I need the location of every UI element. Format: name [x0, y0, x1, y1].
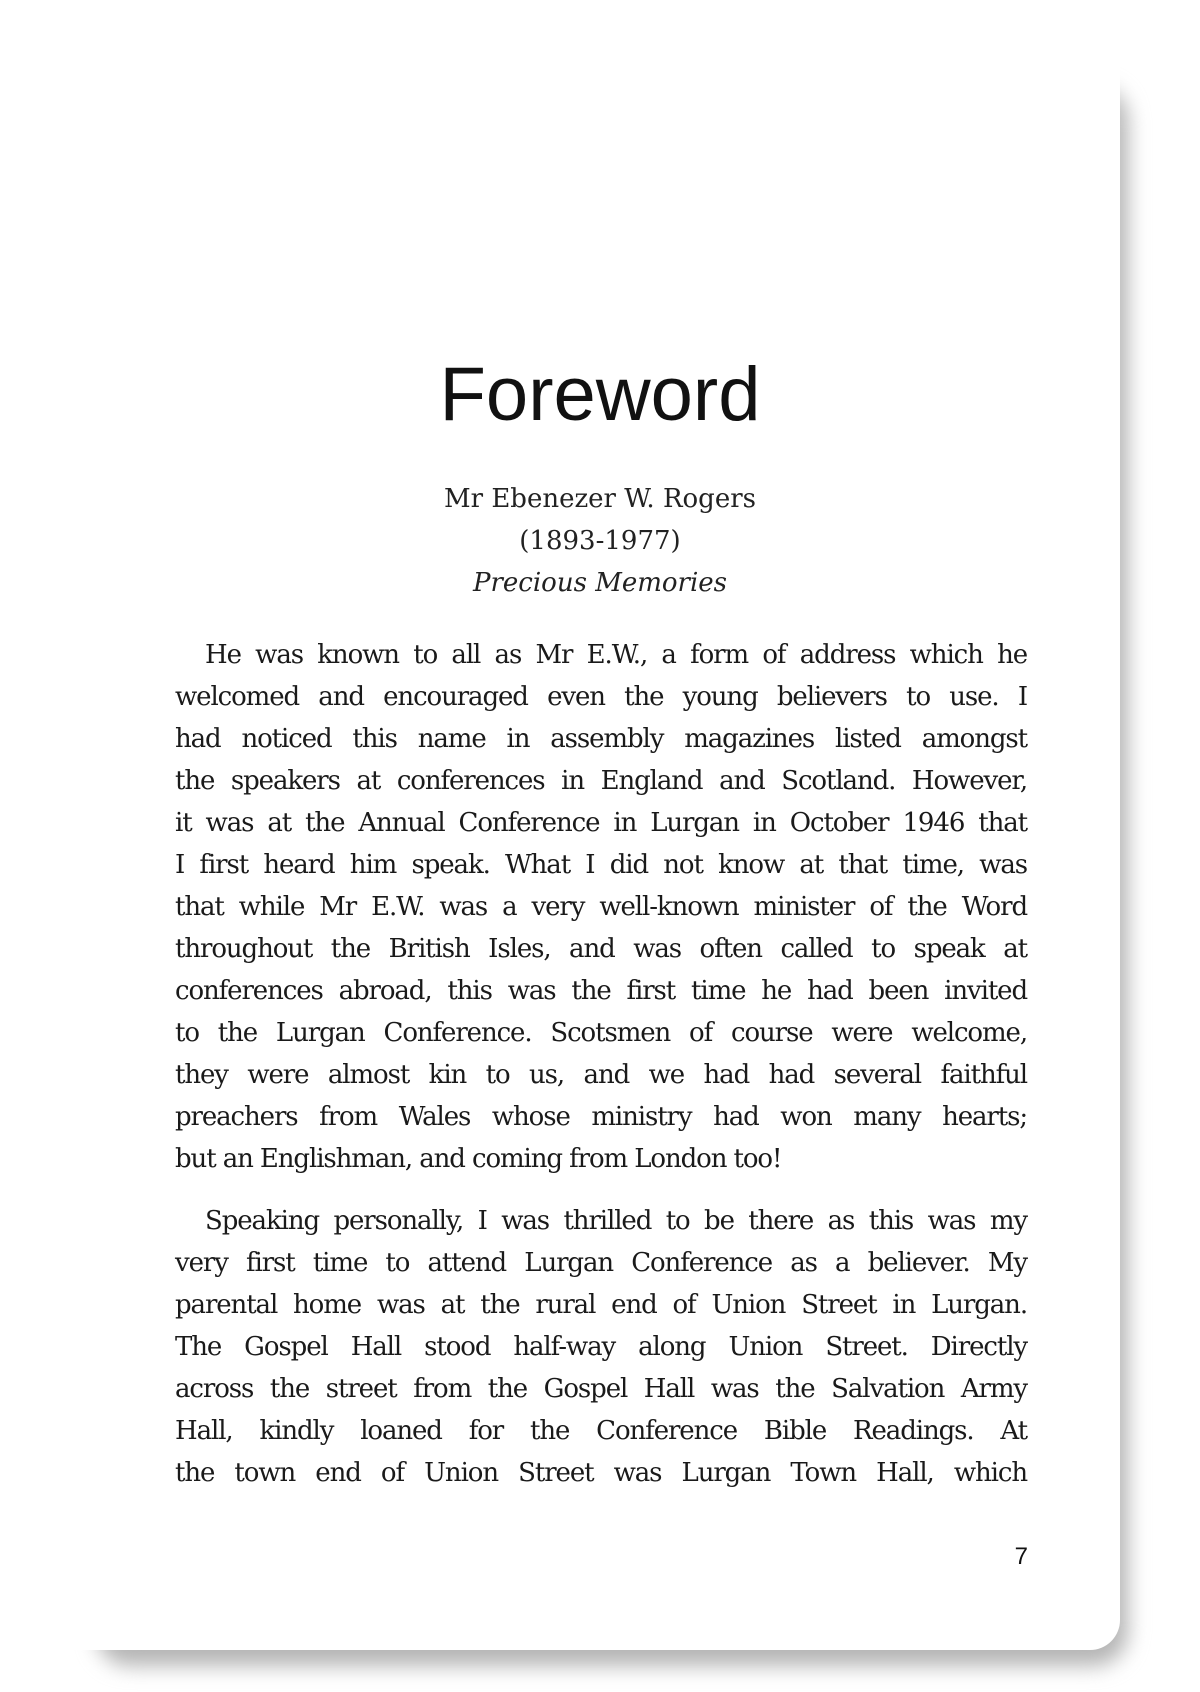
text-line: very first time to attend Lurgan Conference as a believer. My — [175, 1248, 1027, 1278]
author-dates: (1893-1977) — [519, 526, 681, 556]
text-line: Speaking personally, I was thrilled to be there as this was my — [205, 1206, 1027, 1236]
text-line: The Gospel Hall stood half-way along Union Street. Directly — [175, 1332, 1027, 1362]
text-line: it was at the Annual Conference in Lurgan in October 1946 that — [175, 808, 1027, 838]
text-line: to the Lurgan Conference. Scotsmen of course were welcome, — [175, 1018, 1027, 1048]
text-line: across the street from the Gospel Hall was the Salvation Army — [175, 1374, 1027, 1404]
chapter-subtitle: Precious Memories — [473, 568, 727, 598]
text-line: they were almost kin to us, and we had had several faithful — [175, 1060, 1027, 1090]
text-line: preachers from Wales whose ministry had won many hearts; — [175, 1102, 1027, 1132]
text-line: had noticed this name in assembly magazines listed amongst — [175, 724, 1027, 754]
text-line: but an Englishman, and coming from London too! — [175, 1144, 782, 1174]
byline — [0, 478, 1200, 604]
page-number: 7 — [1014, 1543, 1028, 1570]
text-line: parental home was at the rural end of Union Street in Lurgan. — [175, 1290, 1027, 1320]
text-line: the town end of Union Street was Lurgan Town Hall, which — [175, 1458, 1027, 1488]
text-line: Hall, kindly loaned for the Conference Bible Readings. At — [175, 1416, 1027, 1446]
text-line: the speakers at conferences in England and Scotland. However, — [175, 766, 1027, 796]
text-line: that while Mr E.W. was a very well-known minister of the Word — [175, 892, 1027, 922]
page-title: Foreword — [439, 352, 761, 437]
text-line: throughout the British Isles, and was often called to speak at — [175, 934, 1027, 964]
body-text — [175, 634, 1027, 1494]
text-line: I first heard him speak. What I did not know at that time, was — [175, 850, 1027, 880]
paragraph-2 — [175, 1200, 1027, 1494]
text-line: He was known to all as Mr E.W., a form of address which he — [205, 640, 1027, 670]
paragraph-1 — [175, 634, 1027, 1180]
author-name: Mr Ebenezer W. Rogers — [444, 484, 756, 514]
text-line: welcomed and encouraged even the young believers to use. I — [175, 682, 1027, 712]
text-line: conferences abroad, this was the first time he had been invited — [175, 976, 1027, 1006]
